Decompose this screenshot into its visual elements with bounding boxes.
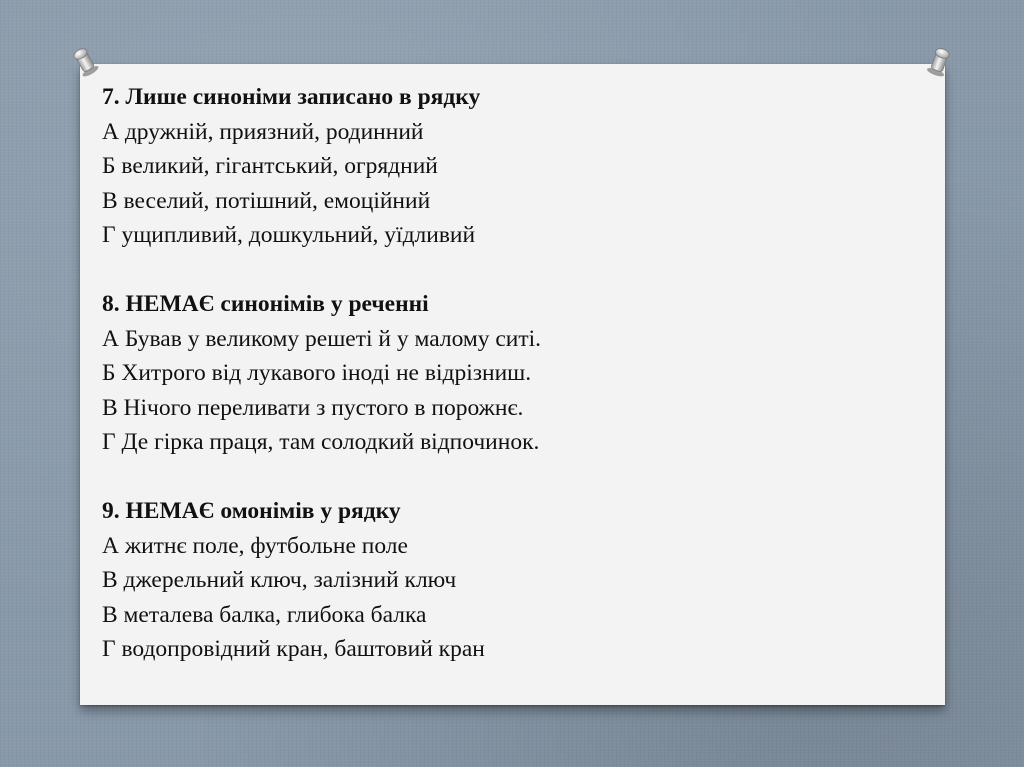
answer-option: А Бував у великому решеті й у малому ситі. <box>102 325 542 352</box>
answer-option: Г ущипливий, дошкульний, уїдливий <box>102 222 476 248</box>
answer-option: А дружній, приязний, родинний <box>102 118 424 145</box>
question-block-9 <box>102 494 925 667</box>
answer-option: В металева балка, глибока балка <box>102 601 427 628</box>
pushpin-icon <box>66 42 102 78</box>
answer-option: В Нічого переливати з пустого в порожнє. <box>102 394 524 421</box>
answer-option: Г Де гірка праця, там солодкий відпочинок. <box>102 429 540 455</box>
answer-option: Г водопровідний кран, баштовий кран <box>102 636 485 662</box>
answer-option: Б великий, гігантський, огрядний <box>102 153 438 179</box>
answer-option: Б Хитрого від лукавого іноді не відрізниш. <box>102 360 532 386</box>
answer-option: В джерельний ключ, залізний ключ <box>102 567 457 593</box>
slide-card <box>80 64 945 705</box>
pushpin-icon <box>922 42 958 78</box>
question-block-7 <box>102 80 925 253</box>
answer-option: В веселий, потішний, емоційний <box>102 187 431 214</box>
answer-option: А житнє поле, футбольне поле <box>102 532 408 559</box>
question-title: 8. НЕМАЄ синонімів у реченні <box>102 291 429 317</box>
question-title: 7. Лише синоніми записано в рядку <box>102 84 481 110</box>
question-block-8 <box>102 287 925 460</box>
question-title: 9. НЕМАЄ омонімів у рядку <box>102 498 401 524</box>
slide-content <box>102 80 925 701</box>
